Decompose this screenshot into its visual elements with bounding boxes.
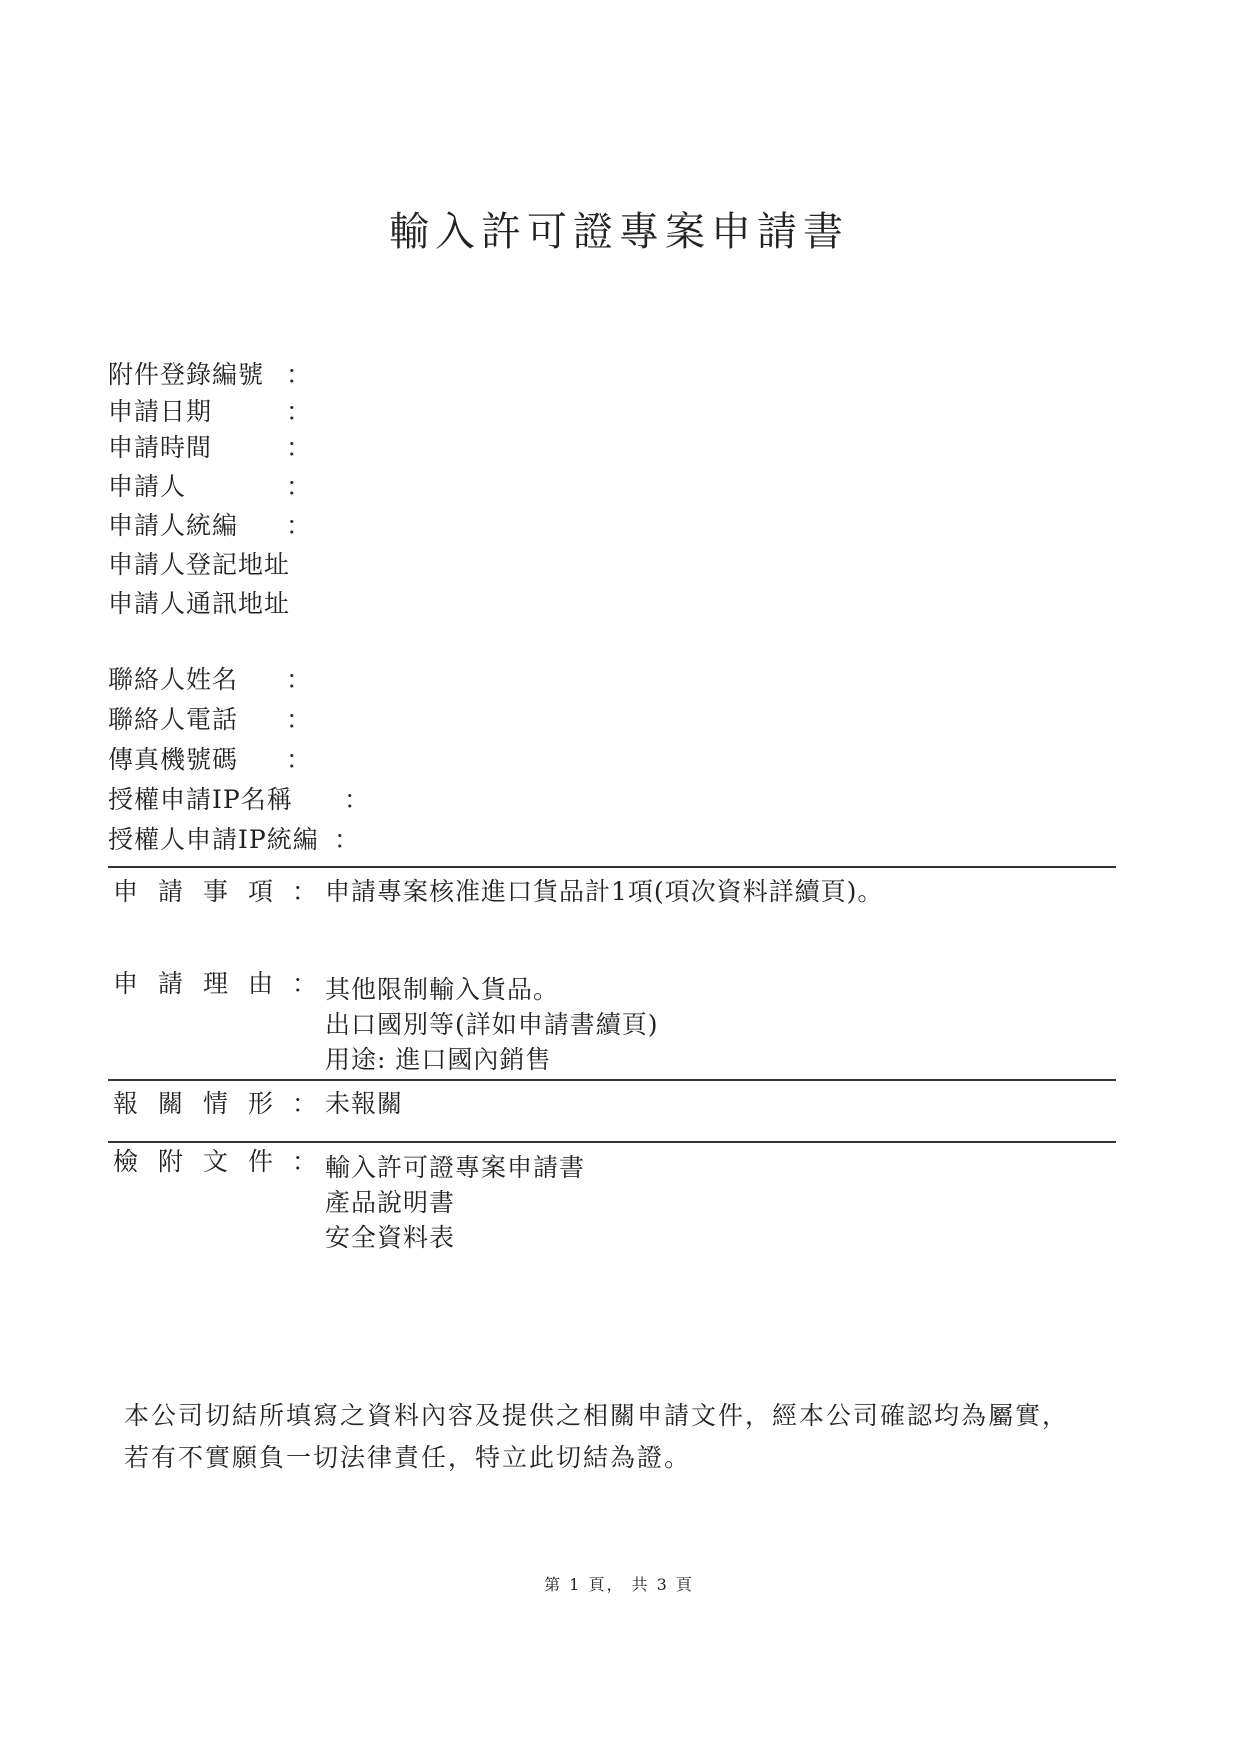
application-reason-line: 其他限制輸入貨品。	[325, 975, 560, 1004]
field-applicant-mailing-address: 申請人通訊地址	[108, 589, 291, 618]
document-title: 輸入許可證專案申請書	[389, 209, 849, 255]
field-contact-name: 聯絡人姓名 ：	[108, 665, 313, 694]
field-contact-phone: 聯絡人電話 ：	[108, 705, 313, 734]
field-applicant-registered-address: 申請人登記地址	[108, 550, 291, 579]
section-colon: ：	[292, 1089, 318, 1118]
attached-document-item: 產品說明書	[325, 1188, 456, 1217]
attached-document-item: 安全資料表	[325, 1223, 456, 1252]
divider-line	[108, 1079, 1116, 1081]
section-colon: ：	[292, 969, 318, 998]
field-authorized-ip-name: 授權申請IP名稱 ：	[108, 785, 371, 814]
field-application-time: 申請時間 ：	[108, 433, 313, 462]
section-label-customs-status: 報 關 情 形	[113, 1089, 274, 1118]
field-applicant-tax-id: 申請人統編 ：	[108, 511, 313, 540]
attached-document-item: 輸入許可證專案申請書	[325, 1153, 586, 1182]
field-application-date: 申請日期 ：	[108, 397, 313, 426]
application-reason-line: 出口國別等(詳如申請書續頁)	[325, 1010, 659, 1039]
section-colon: ：	[292, 877, 318, 906]
application-reason-line: 用途: 進口國內銷售	[325, 1045, 552, 1074]
page-number: 第 1 頁， 共 3 頁	[544, 1575, 694, 1594]
field-authorized-ip-tax-id: 授權人申請IP統編 ：	[108, 825, 361, 854]
customs-status-value: 未報關	[325, 1089, 404, 1118]
divider-line	[108, 866, 1116, 868]
section-colon: ：	[292, 1147, 318, 1176]
field-attachment-registration-no: 附件登錄編號 ：	[108, 360, 313, 389]
field-fax-number: 傳真機號碼 ：	[108, 745, 313, 774]
application-item-value: 申請專案核准進口貨品計1項(項次資料詳續頁)。	[325, 877, 884, 906]
section-label-attached-documents: 檢 附 文 件	[113, 1147, 274, 1176]
declaration-text: 本公司切結所填寫之資料內容及提供之相關申請文件，經本公司確認均為屬實，若有不實願負一切法律責任，特立此切結為證。	[124, 1401, 1070, 1472]
section-label-application-reason: 申 請 理 由	[113, 969, 274, 998]
field-applicant: 申請人 ：	[108, 472, 313, 501]
section-label-application-item: 申 請 事 項	[113, 877, 274, 906]
